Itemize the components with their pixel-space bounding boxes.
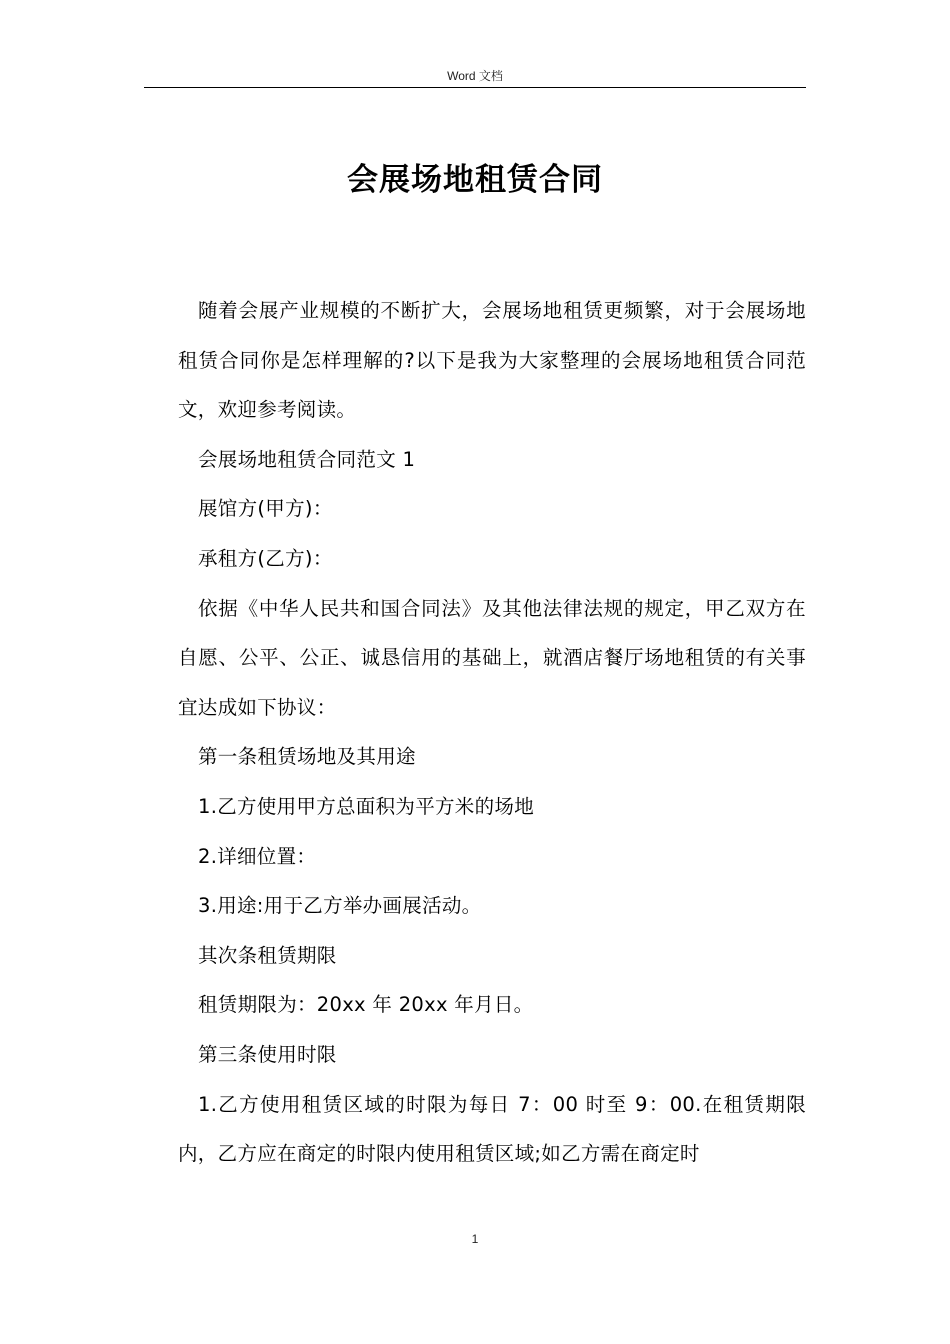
document-body (178, 286, 806, 1179)
article-1-item-3: 3.用途:用于乙方举办画展活动。 (198, 894, 482, 918)
legal-basis-paragraph: 依据《中华人民共和国合同法》及其他法律法规的规定，甲乙双方在自愿、公平、公正、诚恳信用的基础上，就酒店餐厅场地租赁的有关事宜达成如下协议： (178, 596, 806, 719)
article-2-term-line: 租赁期限为：20xx 年 20xx 年月日。 (198, 993, 534, 1017)
article-3-heading: 第三条使用时限 (198, 1042, 337, 1066)
article-1-item-2: 2.详细位置： (198, 844, 317, 868)
article-2-heading: 其次条租赁期限 (198, 943, 337, 967)
document-header-label: Word 文档 (447, 69, 503, 83)
intro-paragraph: 随着会展产业规模的不断扩大，会展场地租赁更频繁，对于会展场地租赁合同你是怎样理解的?以下是我为大家整理的会展场地租赁合同范文，欢迎参考阅读。 (178, 299, 806, 422)
section-heading-sample-1: 会展场地租赁合同范文 1 (198, 447, 416, 471)
document-title: 会展场地租赁合同 (347, 162, 603, 198)
article-1-item-1: 1.乙方使用甲方总面积为平方米的场地 (198, 794, 535, 818)
page-number: 1 (471, 1232, 479, 1246)
header-divider (144, 87, 806, 88)
party-b-line: 承租方(乙方)： (198, 546, 333, 570)
article-3-item-1: 1.乙方使用租赁区域的时限为每日 7：00 时至 9：00.在租赁期限内，乙方应在商定的时限内使用租赁区域;如乙方需在商定时 (178, 1092, 806, 1166)
party-a-line: 展馆方(甲方)： (198, 497, 333, 521)
article-1-heading: 第一条租赁场地及其用途 (198, 745, 416, 769)
